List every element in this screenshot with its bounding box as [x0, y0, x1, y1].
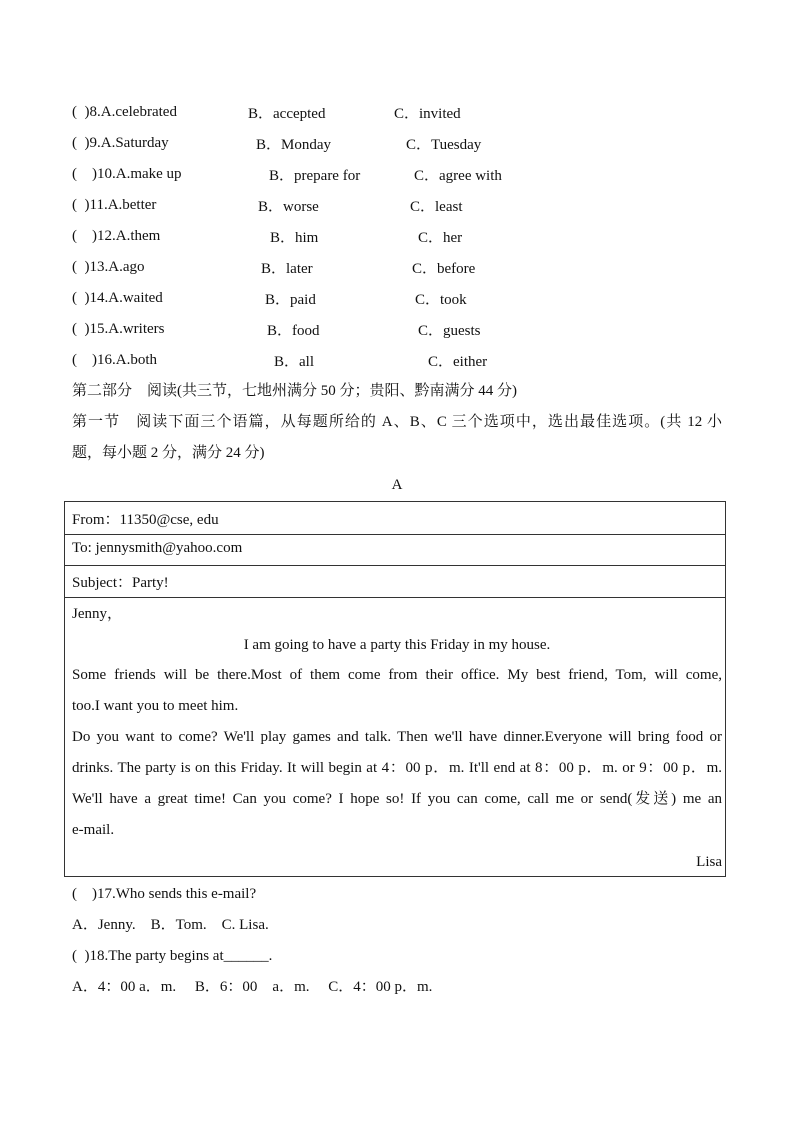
- email-intro: I am going to have a party this Friday in my house.: [243, 637, 551, 653]
- option-c: C．either: [428, 354, 488, 370]
- email-paragraph-1: Some friends will be there.Most of them come from their office. My best friend, Tom, will come, too.I want you to meet him.: [72, 667, 722, 714]
- question-17-options: A．Jenny. B．Tom. C. Lisa.: [72, 917, 269, 933]
- answer-paren[interactable]: (: [72, 886, 77, 902]
- option-b: B．all: [274, 354, 314, 370]
- question-9: ( )9.A.Saturday: [72, 135, 169, 151]
- question-13: ( )13.A.ago: [72, 259, 145, 275]
- email-subject: Subject：Party!: [72, 575, 169, 591]
- email-from-row: [65, 502, 725, 535]
- passage-label: A: [391, 477, 403, 493]
- answer-paren[interactable]: (: [72, 259, 77, 275]
- option-b: B．him: [270, 230, 319, 246]
- email-to-row: [65, 534, 725, 566]
- section1-instructions-line2: 题，每小题 2 分，满分 24 分): [72, 445, 265, 461]
- answer-paren[interactable]: (: [72, 290, 77, 306]
- question-18-options: A．4：00 a．m. B．6：00 a．m. C．4：00 p．m.: [72, 979, 433, 995]
- option-c: C．guests: [418, 323, 481, 339]
- option-c: C．Tuesday: [406, 137, 482, 153]
- question-12: ( )12.A.them: [72, 228, 161, 244]
- option-c: C．took: [415, 292, 467, 308]
- email-signature: Lisa: [696, 854, 722, 870]
- email-subject-row: [65, 565, 725, 598]
- option-c: C．agree with: [414, 168, 502, 184]
- question-16: ( )16.A.both: [72, 352, 157, 368]
- option-b: B．paid: [265, 292, 316, 308]
- question-15: ( )15.A.writers: [72, 321, 165, 337]
- section-part2-heading: 第二部分 阅读(共三节，七地州满分 50 分；贵阳、黔南满分 44 分): [72, 383, 517, 399]
- option-b: B．food: [267, 323, 320, 339]
- answer-paren[interactable]: (: [72, 104, 77, 120]
- option-b: B．worse: [258, 199, 319, 215]
- question-14: ( )14.A.waited: [72, 290, 163, 306]
- question-8: ( )8.A.celebrated: [72, 104, 177, 120]
- option-b: B．prepare for: [269, 168, 361, 184]
- answer-paren[interactable]: (: [72, 197, 77, 213]
- answer-paren[interactable]: (: [72, 948, 77, 964]
- question-18: ( )18.The party begins at______.: [72, 948, 273, 964]
- answer-paren[interactable]: (: [72, 321, 77, 337]
- question-11: ( )11.A.better: [72, 197, 157, 213]
- email-paragraph-2: Do you want to come? We'll play games and talk. Then we'll have dinner.Everyone will bring food or drinks. The party is on this Friday. It will begin at 4：00 p．m. It'll end at 8：00 p．m. or 9：00 p．m. We'll have a great time! Can you come? I hope so! If you can come, call me or send(发送) me an e-mail.: [72, 729, 722, 838]
- option-c: C．her: [418, 230, 463, 246]
- option-c: C．invited: [394, 106, 461, 122]
- option-c: C．least: [410, 199, 463, 215]
- email-from: From：11350@cse, edu: [72, 512, 219, 528]
- question-10: ( )10.A.make up: [72, 166, 182, 182]
- answer-paren[interactable]: (: [72, 228, 77, 244]
- option-c: C．before: [412, 261, 476, 277]
- question-17: ( )17.Who sends this e-mail?: [72, 886, 257, 902]
- option-b: B．Monday: [256, 137, 332, 153]
- option-b: B．later: [261, 261, 313, 277]
- email-greeting: Jenny，: [72, 606, 122, 622]
- answer-paren[interactable]: (: [72, 135, 77, 151]
- email-to: To: jennysmith@yahoo.com: [72, 540, 243, 556]
- answer-paren[interactable]: (: [72, 352, 77, 368]
- answer-paren[interactable]: (: [72, 166, 77, 182]
- option-b: B．accepted: [248, 106, 326, 122]
- section1-instructions-line1: 第一节 阅读下面三个语篇，从每题所给的 A、B、C 三个选项中，选出最佳选项。(共 12 小: [72, 414, 722, 430]
